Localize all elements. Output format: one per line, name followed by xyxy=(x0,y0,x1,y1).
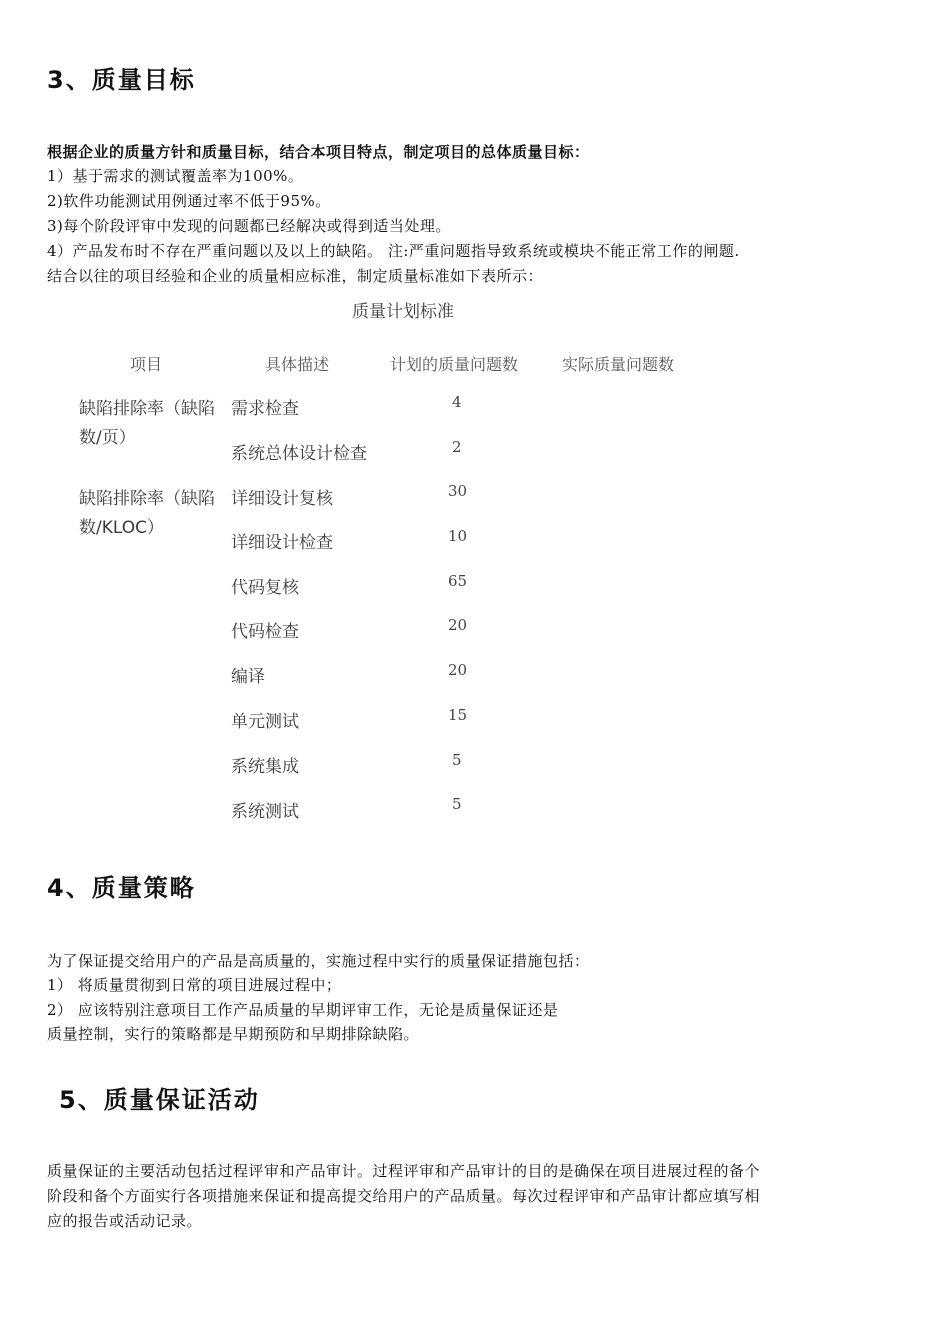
table-row-desc: 代码检查 xyxy=(231,622,299,642)
table-group-1-line-2: 数/页） xyxy=(79,428,136,448)
section-4-line-1: 为了保证提交给用户的产品是高质量的，实施过程中实行的质量保证措施包括： xyxy=(47,952,590,970)
section-4-line-3: 2） 应该特别注意项目工作产品质量的早期评审工作，无论是质量保证还是 xyxy=(47,1001,559,1019)
table-row-planned: 20 xyxy=(448,616,468,634)
section-5-line-3: 应的报告或活动记录。 xyxy=(47,1212,203,1230)
section-3-outro: 结合以往的项目经验和企业的质量相应标准，制定质量标准如下表所示： xyxy=(47,267,544,285)
table-row-desc: 系统总体设计检查 xyxy=(231,444,367,464)
table-row-desc: 代码复核 xyxy=(231,578,299,598)
table-row-desc: 编译 xyxy=(231,667,265,687)
table-row-planned: 2 xyxy=(452,438,462,456)
table-row-desc: 需求检查 xyxy=(231,399,299,419)
table-row-desc: 单元测试 xyxy=(231,712,299,732)
table-row-planned: 10 xyxy=(448,527,468,545)
section-3-heading: 3、质量目标 xyxy=(47,66,196,94)
table-row-planned: 65 xyxy=(448,572,468,590)
table-row-desc: 系统测试 xyxy=(231,802,299,822)
table-group-2-line-1: 缺陷排除率（缺陷 xyxy=(79,489,215,509)
section-3-item-4: 4）产品发布时不存在严重问题以及以上的缺陷。 注:严重问题指导致系统或模块不能正常工作的闸题. xyxy=(47,242,740,260)
section-3-item-2: 2)软件功能测试用例通过率不低于95%。 xyxy=(47,192,331,210)
table-header-desc: 具体描述 xyxy=(265,355,330,374)
table-row-planned: 4 xyxy=(452,393,462,411)
table-header-actual: 实际质量问题数 xyxy=(562,355,675,374)
table-group-1-line-1: 缺陷排除率（缺陷 xyxy=(79,399,215,419)
section-4-line-4: 质量控制，实行的策略都是早期预防和早期排除缺陷。 xyxy=(47,1025,420,1043)
table-group-2-line-2: 数/KLOC） xyxy=(79,518,164,538)
table-row-planned: 15 xyxy=(448,706,468,724)
table-row-planned: 30 xyxy=(448,482,468,500)
section-5-line-1: 质量保证的主要活动包括过程评审和产品审计。过程评审和产品审计的目的是确保在项目进展过程的备个 xyxy=(47,1162,761,1180)
table-header-planned: 计划的质量问题数 xyxy=(390,355,519,374)
section-4-heading: 4、质量策略 xyxy=(47,874,196,902)
section-4-line-2: 1） 将质量贯彻到日常的项目进展过程中； xyxy=(47,976,342,994)
table-row-desc: 系统集成 xyxy=(231,757,299,777)
table-row-desc: 详细设计检查 xyxy=(231,533,333,553)
table-row-desc: 详细设计复核 xyxy=(231,489,333,509)
section-3-lead: 根据企业的质量方针和质量目标，结合本项目特点，制定项目的总体质量目标： xyxy=(47,143,590,161)
section-5-heading: 5、质量保证活动 xyxy=(59,1086,260,1114)
table-row-planned: 20 xyxy=(448,661,468,679)
section-3-item-3: 3)每个阶段评审中发现的问题都已经解决或得到适当处理。 xyxy=(47,217,451,235)
table-row-planned: 5 xyxy=(452,795,462,813)
section-5-line-2: 阶段和备个方面实行各项措施来保证和提高提交给用户的产品质量。每次过程评审和产品审计都应填写相 xyxy=(47,1187,761,1205)
table-row-planned: 5 xyxy=(452,751,462,769)
section-3-item-1: 1）基于需求的测试覆盖率为100%。 xyxy=(47,167,304,185)
table-header-item: 项目 xyxy=(130,355,163,374)
table-title: 质量计划标准 xyxy=(352,302,454,322)
